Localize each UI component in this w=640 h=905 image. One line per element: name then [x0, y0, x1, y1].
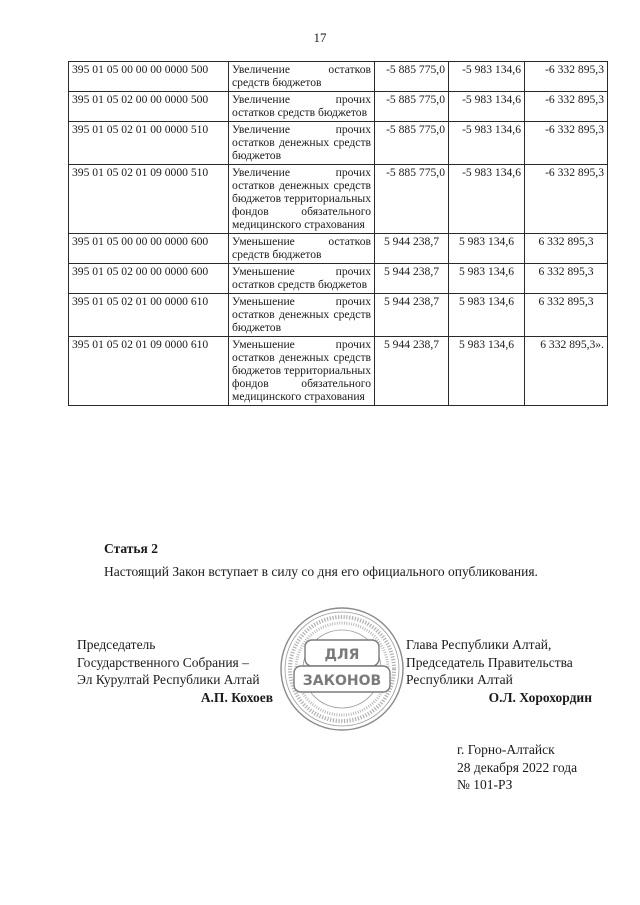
table-row — [69, 92, 608, 122]
signatory-position-line: Эл Курултай Республики Алтай — [77, 672, 260, 687]
stamp-text-line2: ЗАКОНОВ — [302, 673, 382, 689]
amount-cell: 6 332 895,3 — [525, 294, 608, 337]
amount-cell: 5 983 134,6 — [449, 294, 525, 337]
amount-cell: 5 983 134,6 — [449, 264, 525, 294]
article-body: Настоящий Закон вступает в силу со дня его официального опубликования. — [104, 564, 538, 579]
signatory-position-line: Председатель Правительства — [406, 654, 573, 670]
budget-code-cell: 395 01 05 02 01 09 0000 510 — [69, 165, 229, 234]
amount-cell: -5 885 775,0 — [375, 122, 449, 165]
amount-cell: 6 332 895,3 — [525, 264, 608, 294]
amount-cell: -5 885 775,0 — [375, 92, 449, 122]
amount-cell: -5 983 134,6 — [449, 122, 525, 165]
description-cell: Уменьшение прочих остатков средств бюджетов — [229, 264, 375, 294]
law-number: № 101-РЗ — [457, 777, 513, 792]
table-row — [69, 122, 608, 165]
amount-cell: 5 983 134,6 — [449, 234, 525, 264]
table-row — [69, 264, 608, 294]
description-cell: Уменьшение прочих остатков денежных средств бюджетов — [229, 294, 375, 337]
article-title: Статья 2 — [104, 541, 158, 556]
description-cell: Уменьшение остатков средств бюджетов — [229, 234, 375, 264]
budget-sources-table — [68, 61, 608, 406]
amount-cell: 5 944 238,7 — [375, 264, 449, 294]
description-cell: Увеличение прочих остатков средств бюджетов — [229, 92, 375, 122]
amount-cell: 5 983 134,6 — [449, 337, 525, 406]
budget-code-cell: 395 01 05 02 00 00 0000 600 — [69, 264, 229, 294]
amount-cell: -5 885 775,0 — [375, 62, 449, 92]
amount-cell: -6 332 895,3 — [525, 92, 608, 122]
stamp-text-line1: ДЛЯ — [324, 647, 360, 663]
table-row — [69, 294, 608, 337]
signatory-position-line: Председатель — [77, 637, 156, 652]
page-number: 17 — [313, 30, 327, 45]
amount-cell: -5 983 134,6 — [449, 92, 525, 122]
stamp-seal-graphic — [277, 604, 407, 734]
amount-cell: -5 983 134,6 — [449, 165, 525, 234]
description-cell: Увеличение прочих остатков денежных средств бюджетов территориальных фондов обязательного медицинского страхования — [229, 165, 375, 234]
signatory-position-line: Глава Республики Алтай, — [406, 637, 552, 652]
amount-cell: -6 332 895,3 — [525, 62, 608, 92]
date-of-signing: 28 декабря 2022 года — [457, 759, 578, 775]
amount-cell: 6 332 895,3 — [525, 234, 608, 264]
amount-cell: 5 944 238,7 — [375, 337, 449, 406]
amount-cell: 5 944 238,7 — [375, 294, 449, 337]
description-cell: Уменьшение прочих остатков денежных средств бюджетов территориальных фондов обязательного медицинского страхования — [229, 337, 375, 406]
official-stamp — [277, 604, 407, 734]
table-row — [69, 337, 608, 406]
signatory-position-line: Государственного Собрания – — [77, 654, 249, 670]
amount-cell: -6 332 895,3 — [525, 165, 608, 234]
amount-cell: -5 983 134,6 — [449, 62, 525, 92]
budget-code-cell: 395 01 05 02 01 00 0000 610 — [69, 294, 229, 337]
signatory-name: А.П. Кохоев — [200, 689, 273, 705]
description-cell: Увеличение остатков средств бюджетов — [229, 62, 375, 92]
signatory-name: О.Л. Хорохордин — [488, 689, 592, 705]
table-row — [69, 165, 608, 234]
budget-code-cell: 395 01 05 00 00 00 0000 600 — [69, 234, 229, 264]
table-row — [69, 62, 608, 92]
amount-cell: -6 332 895,3 — [525, 122, 608, 165]
signatory-position-line: Республики Алтай — [406, 672, 513, 687]
budget-code-cell: 395 01 05 02 00 00 0000 500 — [69, 92, 229, 122]
table-row — [69, 234, 608, 264]
place-date-block — [457, 741, 577, 794]
description-cell: Увеличение прочих остатков денежных средств бюджетов — [229, 122, 375, 165]
amount-cell: 5 944 238,7 — [375, 234, 449, 264]
signature-block-right — [406, 636, 592, 706]
budget-code-cell: 395 01 05 02 01 00 0000 510 — [69, 122, 229, 165]
place-of-signing: г. Горно-Алтайск — [457, 742, 555, 757]
amount-cell: 6 332 895,3». — [525, 337, 608, 406]
amount-cell: -5 885 775,0 — [375, 165, 449, 234]
budget-code-cell: 395 01 05 00 00 00 0000 500 — [69, 62, 229, 92]
signature-block-left — [77, 636, 277, 706]
budget-code-cell: 395 01 05 02 01 09 0000 610 — [69, 337, 229, 406]
